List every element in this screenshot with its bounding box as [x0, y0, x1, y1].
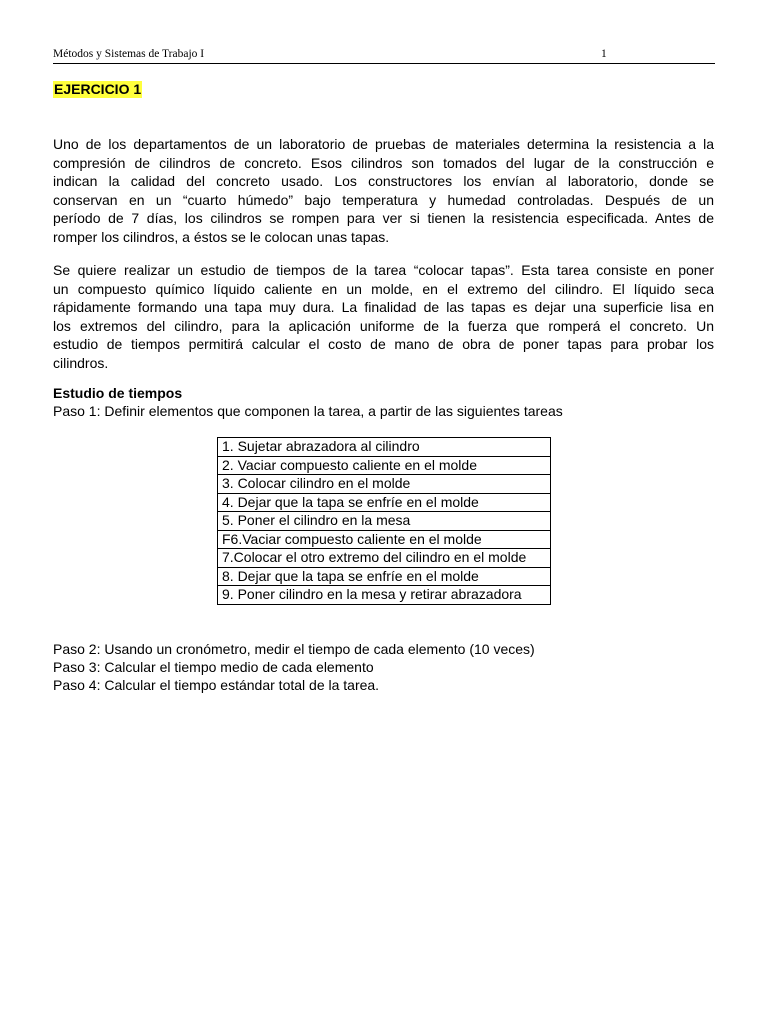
steps-list: [53, 640, 535, 694]
table-row: [218, 493, 551, 512]
paragraph-line: indican la calidad del concreto usado. Los constructores los envían al laboratorio, donde se: [53, 173, 714, 190]
paragraph-line: un compuesto químico líquido caliente en un molde, en el extremo del cilindro. El líquido seca: [53, 280, 714, 297]
page-number: 1: [601, 48, 607, 60]
paragraph-task: [53, 261, 714, 373]
paragraph-intro: [53, 135, 714, 247]
section-title: Estudio de tiempos: [53, 385, 183, 401]
table-row: [218, 549, 551, 568]
step-1: Paso 1: Definir elementos que componen la tarea, a partir de las siguientes tareas: [53, 403, 563, 419]
table-cell: 5. Poner el cilindro en la mesa: [218, 512, 551, 531]
table-row: [218, 456, 551, 475]
paragraph-line: cilindros.: [53, 354, 109, 371]
paragraph-line: rápidamente formando una tapa muy dura. La finalidad de las tapas es dejar una superficie lisa en: [53, 299, 714, 316]
paragraph-line: conservan en un “cuarto húmedo” bajo temperatura y humedad controladas. Después de un: [53, 191, 714, 208]
paragraph-line: estudio de tiempos permitirá calcular el costo de mano de obra de poner tapas para probar los: [53, 336, 714, 353]
table-row: [218, 475, 551, 494]
table-row: [218, 512, 551, 531]
page-header: [53, 46, 715, 64]
paragraph-line: Uno de los departamentos de un laboratorio de pruebas de materiales determina la resistencia a la: [53, 136, 714, 152]
header-title: Métodos y Sistemas de Trabajo I: [53, 48, 205, 60]
step-4: Paso 4: Calcular el tiempo estándar total de la tarea.: [53, 677, 380, 693]
paragraph-line: Se quiere realizar un estudio de tiempos de la tarea “colocar tapas”. Esta tarea consiste en poner: [53, 262, 714, 278]
table-row: [218, 438, 551, 457]
table-row: [218, 586, 551, 605]
table-cell: 3. Colocar cilindro en el molde: [218, 475, 551, 494]
table-cell: F6.Vaciar compuesto caliente en el molde: [218, 530, 551, 549]
paragraph-line: los extremos del cilindro, para la aplicación uniforme de la fuerza que romperá el concreto. Un: [53, 317, 714, 334]
step-3: Paso 3: Calcular el tiempo medio de cada elemento: [53, 659, 374, 675]
paragraph-line: romper los cilindros, a éstos se le colocan unas tapas.: [53, 228, 390, 245]
exercise-title: EJERCICIO 1: [54, 81, 142, 97]
table-cell: 7.Colocar el otro extremo del cilindro en el molde: [218, 549, 551, 568]
table-cell: 8. Dejar que la tapa se enfríe en el molde: [218, 567, 551, 586]
table-row: [218, 567, 551, 586]
table-cell: 4. Dejar que la tapa se enfríe en el molde: [218, 493, 551, 512]
tasks-table: [217, 437, 551, 605]
table-cell: 1. Sujetar abrazadora al cilindro: [218, 438, 551, 457]
table-cell: 9. Poner cilindro en la mesa y retirar abrazadora: [218, 586, 551, 605]
paragraph-line: compresión de cilindros de concreto. Esos cilindros son tomados del lugar de la construcción e: [53, 154, 714, 171]
table-cell: 2. Vaciar compuesto caliente en el molde: [218, 456, 551, 475]
table-row: [218, 530, 551, 549]
step-2: Paso 2: Usando un cronómetro, medir el tiempo de cada elemento (10 veces): [53, 641, 535, 657]
paragraph-line: período de 7 días, los cilindros se rompen para ver si tienen la resistencia especificada. Antes de: [53, 210, 714, 227]
